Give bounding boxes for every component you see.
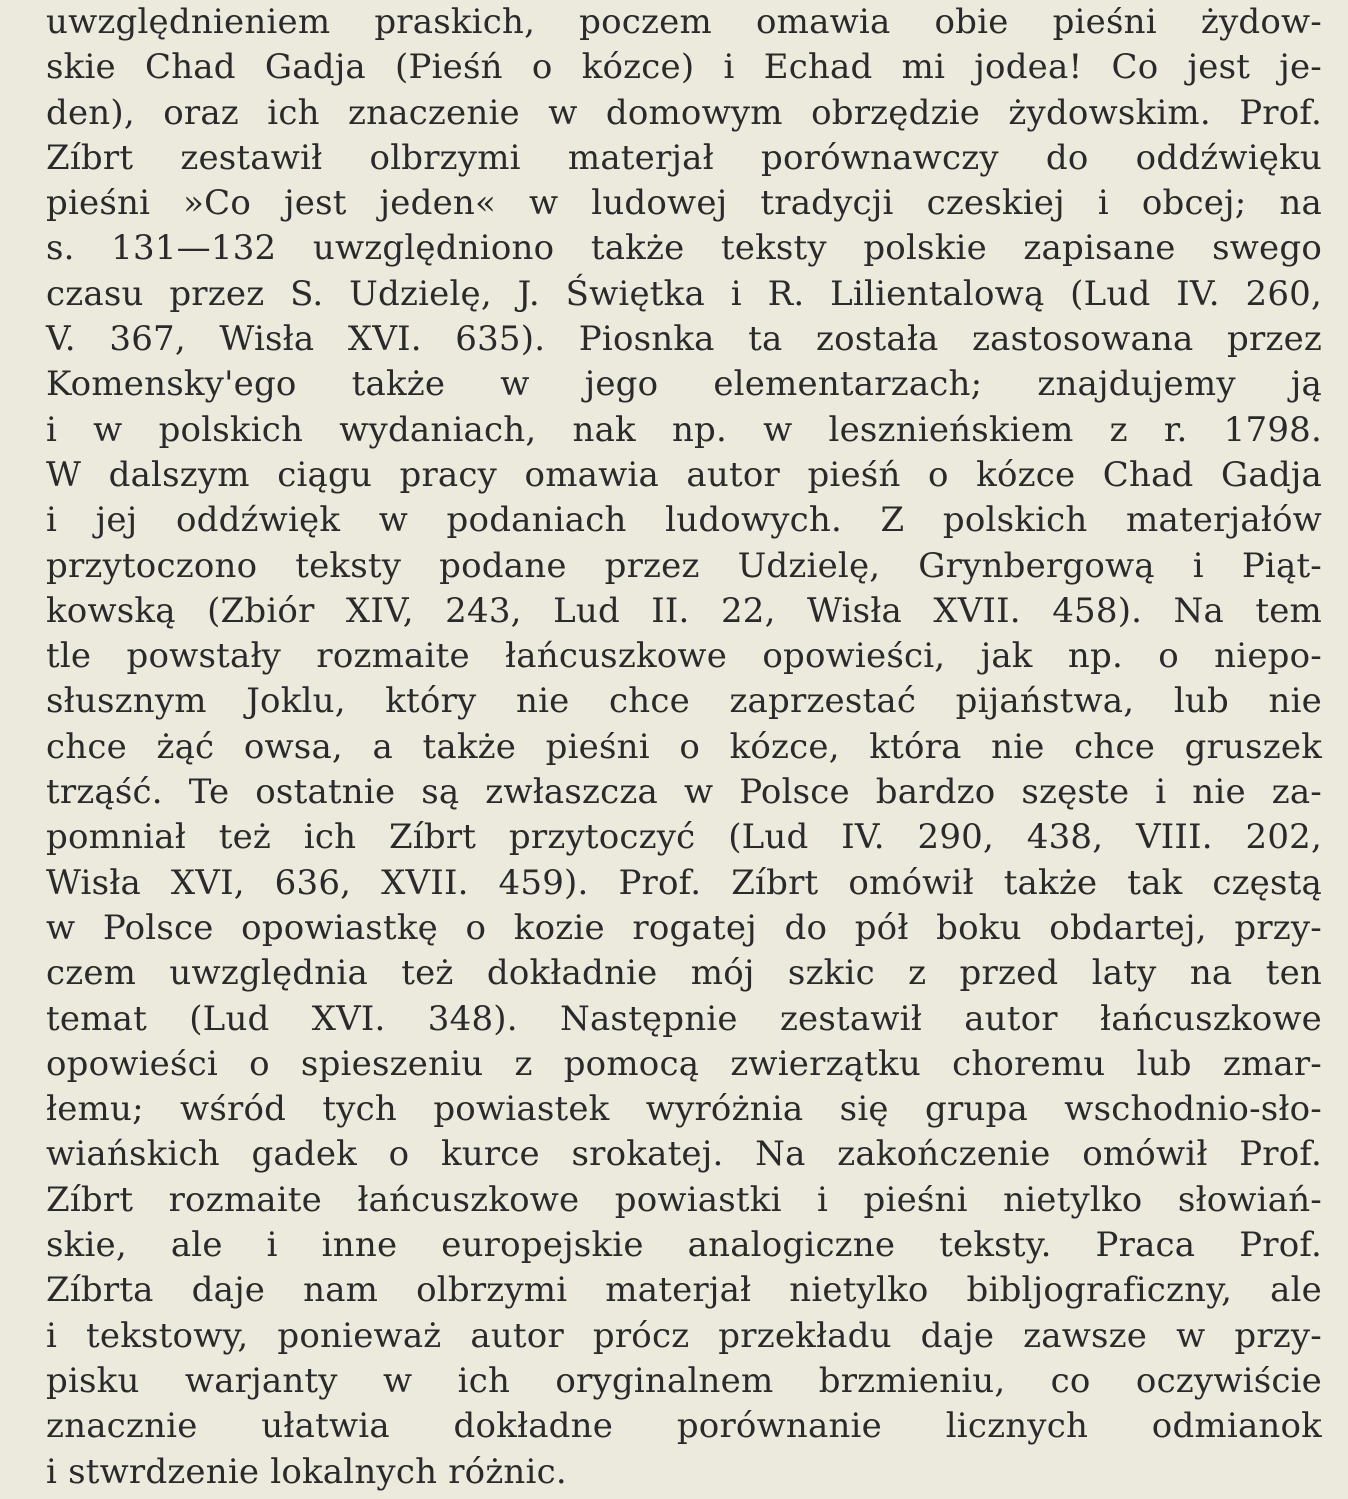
text-line: den), oraz ich znaczenie w domowym obrzędzie żydowskim. Prof. — [46, 92, 1322, 133]
text-line: słusznym Joklu, który nie chce zaprzestać pijaństwa, lub nie — [46, 681, 1322, 722]
text-line: skie, ale i inne europejskie analogiczne teksty. Praca Prof. — [46, 1225, 1322, 1266]
text-line: przytoczono teksty podane przez Udzielę, Grynbergową i Piąt- — [46, 545, 1322, 586]
text-line: i w polskich wydaniach, nak np. w leszniеńskiem z r. 1798. — [46, 409, 1322, 450]
text-line: temat (Lud XVI. 348). Następnie zestawił autor łańcuszkowe — [46, 998, 1322, 1039]
text-line: Zíbrt rozmaite łańcuszkowe powiastki i pieśni nietylko słowiań- — [46, 1179, 1322, 1220]
text-line: pisku warjanty w ich oryginalnem brzmieniu, co oczywiście — [46, 1360, 1322, 1401]
text-line: s. 131—132 uwzględniono także teksty polskie zapisane swego — [46, 228, 1322, 269]
text-line: Zíbrta daje nam olbrzymi materjał nietylko bibljograficzny, ale — [46, 1270, 1322, 1311]
text-line: opowieści o spieszeniu z pomocą zwierzątku choremu lub zmar- — [46, 1043, 1322, 1084]
text-line: kowską (Zbiór XIV, 243, Lud II. 22, Wisła XVII. 458). Na tem — [46, 590, 1322, 631]
text-line: i tekstowy, ponieważ autor prócz przekładu daje zawsze w przy- — [46, 1315, 1322, 1356]
text-line: W dalszym ciągu pracy omawia autor pieśń o kózce Chad Gadja — [46, 454, 1322, 495]
text-line: łemu; wśród tych powiastek wyróżnia się grupa wschodnio-sło- — [46, 1089, 1322, 1130]
text-line: chce żąć owsa, a także pieśni o kózce, która nie chce gruszek — [46, 726, 1322, 767]
text-line-last: i stwrdzenie lokalnych różnic. — [46, 1451, 567, 1492]
text-line: wiańskich gadek o kurce srokatej. Na zakończenie omówił Prof. — [46, 1134, 1322, 1175]
body-text — [46, 0, 1322, 1495]
text-line: trząść. Te ostatnie są zwłaszcza w Polsce bardzo szęste i nie za- — [46, 772, 1322, 813]
text-line: pomniał też ich Zíbrt przytoczyć (Lud IV. 290, 438, VIII. 202, — [46, 817, 1322, 858]
text-line: Wisła XVI, 636, XVII. 459). Prof. Zíbrt omówił także tak częstą — [46, 862, 1322, 903]
text-line: znacznie ułatwia dokładne porównanie licznych odmianok — [46, 1406, 1322, 1447]
text-line: Komensky'ego także w jego elementarzach; znajdujemy ją — [46, 364, 1322, 405]
text-line: w Polsce opowiastkę o kozie rogatej do pół boku obdartej, przy- — [46, 907, 1322, 948]
text-line: czasu przez S. Udzielę, J. Świętka i R. Lilientalową (Lud IV. 260, — [46, 273, 1322, 314]
text-line: Zíbrt zestawił olbrzymi materjał porównawczy do oddźwięku — [46, 137, 1322, 178]
text-line: tle powstały rozmaite łańcuszkowe opowieści, jak np. o niepo- — [46, 636, 1322, 677]
text-line: czem uwzględnia też dokładnie mój szkic z przed laty na ten — [46, 953, 1322, 994]
text-line: uwzględnieniem praskich, poczem omawia obie pieśni żydow- — [46, 2, 1322, 42]
text-line: skie Chad Gadja (Pieśń o kózce) i Echad mi jodea! Co jest je- — [46, 47, 1322, 88]
text-line: pieśni »Co jest jeden« w ludowej tradycji czeskiej i obcej; na — [46, 183, 1322, 224]
text-line: V. 367, Wisła XVI. 635). Piosnka ta została zastosowana przez — [46, 319, 1322, 360]
text-line: i jej oddźwięk w podaniach ludowych. Z polskich materjałów — [46, 500, 1322, 541]
